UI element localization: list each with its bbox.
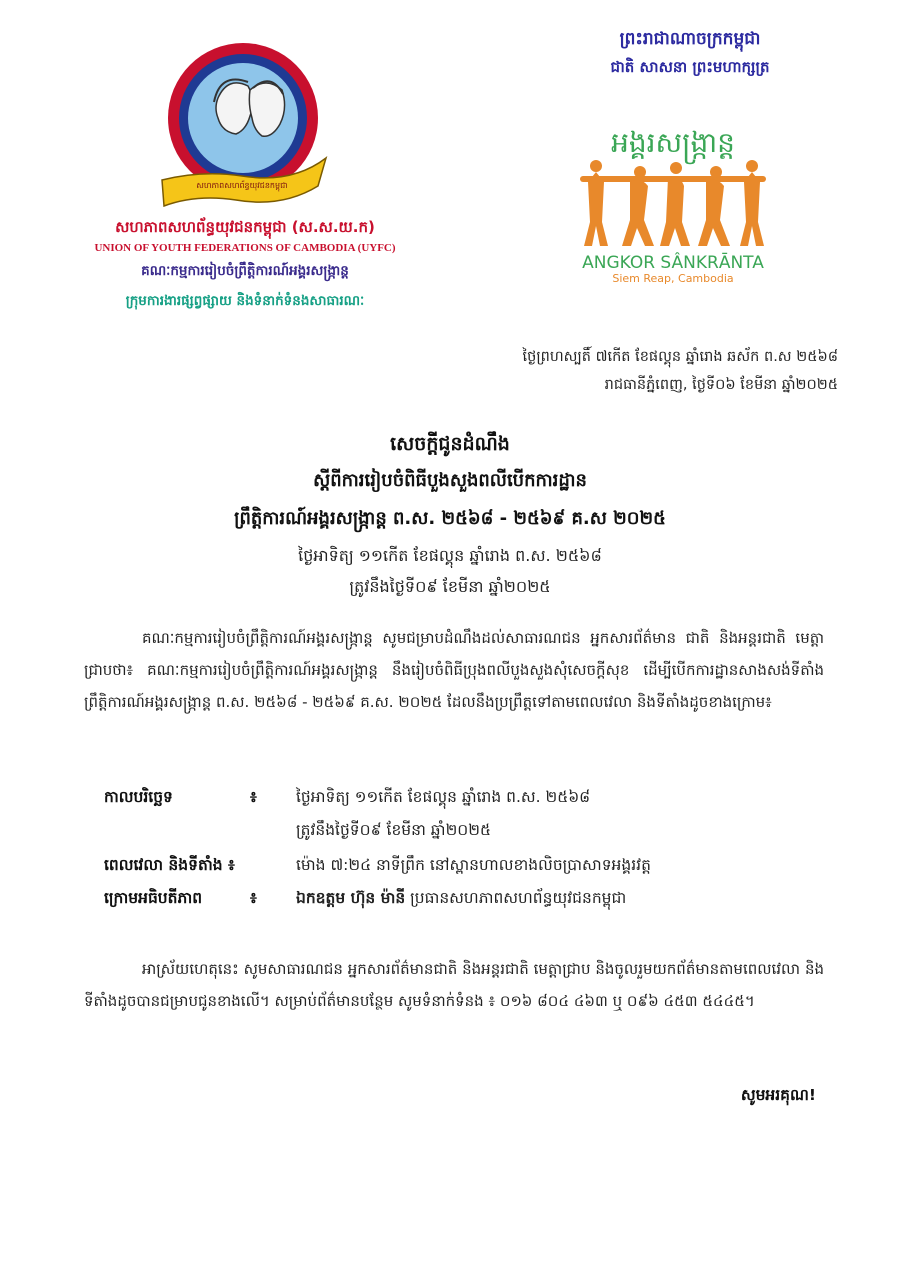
time-location-label: ពេលវេលា និងទីតាំង ៖: [104, 856, 235, 874]
thank-you: សូមអរគុណ!: [740, 1086, 816, 1104]
document-subject: ស្តីពីការរៀបចំពិធីបួងសួងពលីបើកការដ្ឋាន: [313, 470, 587, 491]
uyfc-emblem-logo: [158, 40, 328, 215]
date-value-solar: ត្រូវនឹងថ្ងៃទី០៩ ខែមីនា ឆ្នាំ២០២៥: [296, 821, 491, 839]
event-solar-date: ត្រូវនឹងថ្ងៃទី០៩ ខែមីនា ឆ្នាំ២០២៥: [349, 577, 551, 596]
date-colon: ៖: [250, 788, 257, 806]
announcement-paragraph: [84, 622, 824, 718]
announcement-text: គណៈកម្មការរៀបចំព្រឹត្តិការណ៍អង្គរសង្ក្រាន្ត សូមជម្រាបដំណឹងដល់សាធារណជន អ្នកសារព័ត៌មាន ជាតិ និងអន្តរជាតិ មេត្តាជ្រាបថា៖ គណៈកម្មការរៀបចំព្រឹត្តិការណ៍អង្គរសង្ក្រាន្ត នឹងរៀបចំពិធីប្រុងពលីបួងសួងសុំសេចក្តីសុខ ដើម្បីបើកការដ្ឋានសាងសង់ទីតាំងព្រឹត្តិការណ៍អង្គរសង្ក្រាន្ត ព.ស. ២៥៦៨ - ២៥៦៩ គ.ស. ២០២៥ ដែលនឹងប្រព្រឹត្តទៅតាមពេលវេលា និងទីតាំងដូចខាងក្រោម៖: [84, 629, 824, 711]
logo-khmer-name: អង្គរសង្ក្រាន្ត: [611, 126, 735, 159]
document-title: សេចក្តីជូនដំណឹង: [390, 433, 510, 455]
presided-colon: ៖: [250, 889, 257, 907]
event-name: ព្រឹត្តិការណ៍អង្គរសង្ក្រាន្ត ព.ស. ២៥៦៨ - ២៥៦៩ គ.ស ២០២៥: [234, 508, 666, 529]
closing-text: អាស្រ័យហេតុនេះ សូមសាធារណជន អ្នកសារព័ត៌មានជាតិ និងអន្តរជាតិ មេត្តាជ្រាប និងចូលរួមយកព័ត៌មានតាមពេលវេលា និងទីតាំងដូចបានជម្រាបជូនខាងលើ។ សម្រាប់ព័ត៌មានបន្ថែម សូមទំនាក់ទំនង ៖ ០១៦ ៨០៤ ៤៦៣ ឬ ០៩៦ ៤៥៣ ៥៤៤៥។: [84, 960, 824, 1010]
emblem-banner-text: សហភាពសហព័ន្ធយុវជនកម្ពុជា: [196, 181, 288, 190]
presiding-person-title: ប្រធានសហភាពសហព័ន្ធយុវជនកម្ពុជា: [410, 889, 627, 907]
time-location-value: ម៉ោង ៧:២៤ នាទីព្រឹក នៅស្ពានហាលខាងលិចប្រាសាទអង្គរវត្ត: [296, 856, 651, 874]
angkor-sankranta-logo: [568, 118, 778, 288]
communication-group: ក្រុមការងារផ្សព្វផ្សាយ និងទំនាក់ទំនងសាធារណៈ: [125, 293, 365, 309]
presiding-person: ឯកឧត្តម ហ៊ុន ម៉ានី: [296, 889, 406, 907]
date-label: កាលបរិច្ឆេទ: [104, 788, 173, 806]
presided-label: ក្រោមអធិបតីភាព: [104, 889, 203, 907]
date-value-lunar: ថ្ងៃអាទិត្យ ១១កើត ខែផល្គុន ឆ្នាំរោង ព.ស. ២៥៦៨: [296, 788, 591, 806]
org-name-khmer: សហភាពសហព័ន្ធយុវជនកម្ពុជា (ស.ស.យ.ក): [115, 218, 375, 236]
organizing-committee: គណៈកម្មការរៀបចំព្រឹត្តិការណ៍អង្គរសង្ក្រាន្ត: [141, 263, 349, 279]
logo-english-name: ANGKOR SÂNKRĀNTA: [582, 253, 764, 273]
lunar-date: ថ្ងៃព្រហស្បតិ៍ ៧កើត ខែផល្គុន ឆ្នាំរោង ឆស័ក ព.ស ២៥៦៨: [522, 349, 838, 365]
place-and-solar-date: រាជធានីភ្នំពេញ, ថ្ងៃទី០៦ ខែមីនា ឆ្នាំ២០២៥: [604, 377, 838, 393]
presided-value: [296, 888, 626, 911]
event-lunar-date: ថ្ងៃអាទិត្យ ១១កើត ខែផល្គុន ឆ្នាំរោង ព.ស. ២៥៦៨: [298, 546, 602, 565]
national-motto: ជាតិ សាសនា ព្រះមហាក្សត្រ: [610, 58, 770, 76]
logo-location: Siem Reap, Cambodia: [612, 272, 734, 285]
kingdom-heading: ព្រះរាជាណាចក្រកម្ពុជា: [619, 29, 761, 49]
org-name-english: UNION OF YOUTH FEDERATIONS OF CAMBODIA (UYFC): [94, 242, 396, 254]
closing-paragraph: [84, 953, 824, 1017]
